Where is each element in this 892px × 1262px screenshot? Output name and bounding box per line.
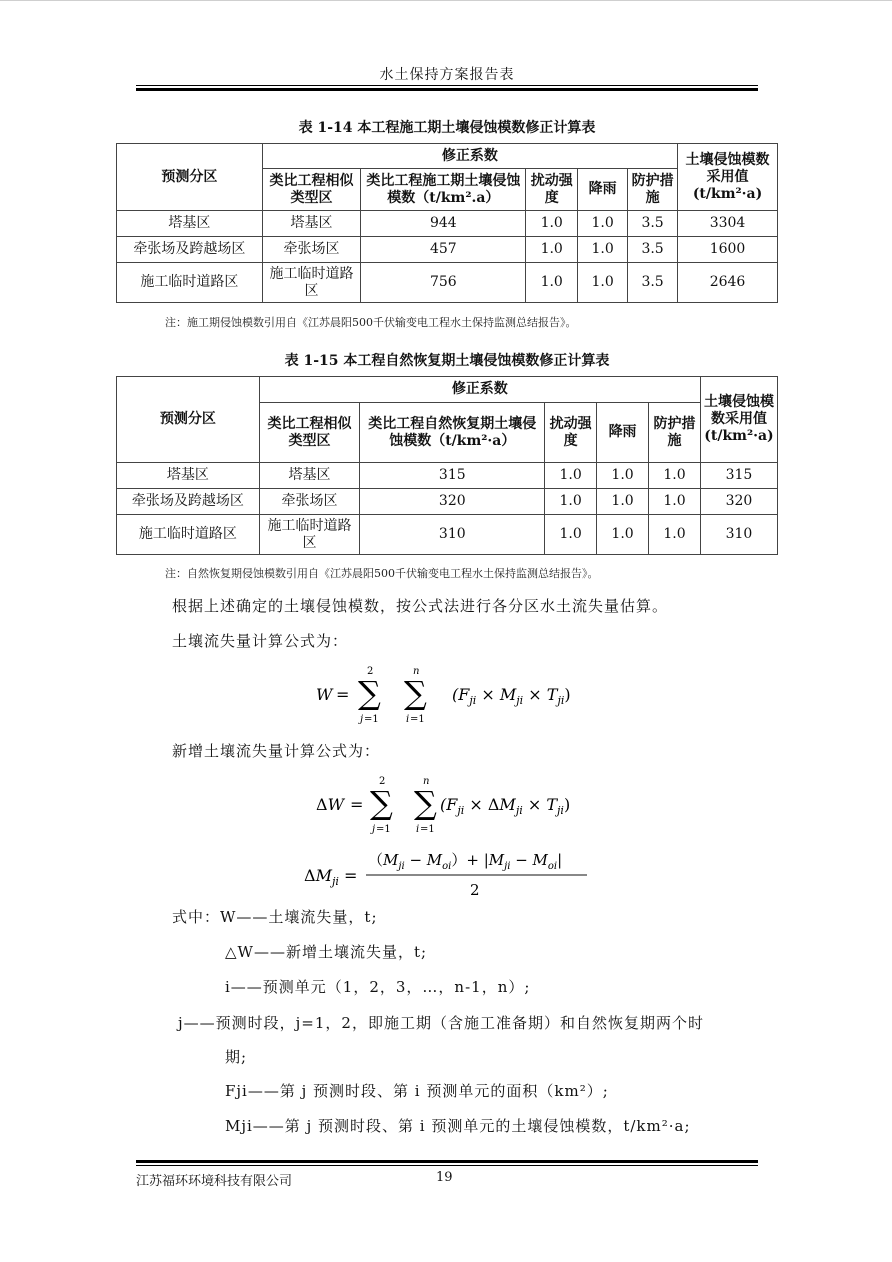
footer-rule-thick bbox=[136, 1160, 758, 1163]
footer-rule-thin bbox=[136, 1165, 758, 1166]
cell-type: 施工临时道路区 bbox=[259, 515, 360, 555]
sub-type: 类比工程相似类型区 bbox=[259, 403, 360, 463]
col-zone: 预测分区 bbox=[117, 144, 263, 211]
table-1-15-caption: 表 1-15 本工程自然恢复期土壤侵蚀模数修正计算表 bbox=[284, 353, 610, 369]
sub-protect: 防护措施 bbox=[649, 403, 701, 463]
sub-protect: 防护措施 bbox=[628, 169, 678, 211]
cell-protect: 3.5 bbox=[628, 237, 678, 263]
col-result: 土壤侵蚀模数采用值(t/km²·a) bbox=[700, 377, 777, 463]
table-row bbox=[117, 489, 778, 515]
definition-f: Fji——第 j 预测时段、第 i 预测单元的面积（km²）; bbox=[225, 1082, 609, 1100]
definition-j: j——预测时段，j=1，2，即施工期（含施工准备期）和自然恢复期两个时 bbox=[178, 1014, 704, 1032]
sub-type: 类比工程相似类型区 bbox=[262, 169, 361, 211]
cell-disturb: 1.0 bbox=[526, 237, 578, 263]
cell-rain: 1.0 bbox=[578, 263, 628, 303]
svg-text:i: i bbox=[416, 824, 420, 835]
cell-disturb: 1.0 bbox=[545, 463, 597, 489]
cell-protect: 1.0 bbox=[649, 515, 701, 555]
cell-modulus: 756 bbox=[361, 263, 526, 303]
definition-j-cont: 期; bbox=[225, 1048, 248, 1066]
svg-text:∑: ∑ bbox=[404, 674, 427, 712]
cell-modulus: 310 bbox=[360, 515, 545, 555]
paragraph-intro: 根据上述确定的土壤侵蚀模数，按公式法进行各分区水土流失量估算。 bbox=[172, 597, 669, 615]
col-zone: 预测分区 bbox=[117, 377, 260, 463]
svg-text:∑: ∑ bbox=[358, 674, 381, 712]
table-1-14-caption: 表 1-14 本工程施工期土壤侵蚀模数修正计算表 bbox=[298, 120, 596, 136]
cell-zone: 施工临时道路区 bbox=[117, 263, 263, 303]
definition-w: 式中：W——土壤流失量，t; bbox=[172, 908, 378, 926]
cell-rain: 1.0 bbox=[578, 211, 628, 237]
table-1-14-note: 注：施工期侵蚀模数引用自《江苏晨阳500千伏输变电工程水土保持监测总结报告》。 bbox=[165, 316, 577, 329]
table-1-15-note: 注：自然恢复期侵蚀模数引用自《江苏晨阳500千伏输变电工程水土保持监测总结报告》。 bbox=[165, 567, 599, 580]
svg-text:n: n bbox=[423, 776, 430, 787]
svg-text:j: j bbox=[372, 824, 376, 835]
header-rule-thick bbox=[136, 88, 758, 91]
svg-text:=1: =1 bbox=[376, 824, 391, 835]
cell-result: 320 bbox=[700, 489, 777, 515]
formula-delta-modulus bbox=[300, 845, 600, 905]
cell-rain: 1.0 bbox=[597, 489, 649, 515]
svg-text:ΔW: ΔW bbox=[316, 795, 345, 814]
cell-protect: 1.0 bbox=[649, 489, 701, 515]
cell-modulus: 457 bbox=[361, 237, 526, 263]
svg-text:ΔMji =: $\Delta M_{ji}$ = bbox=[304, 866, 358, 888]
page-number: 19 bbox=[436, 1170, 453, 1185]
svg-text:=1: =1 bbox=[410, 714, 425, 725]
table-row bbox=[117, 263, 778, 303]
sub-modulus: 类比工程自然恢复期土壤侵蚀模数（t/km²·a） bbox=[360, 403, 545, 463]
definition-m: Mji——第 j 预测时段、第 i 预测单元的土壤侵蚀模数，t/km²·a; bbox=[225, 1117, 691, 1135]
svg-text:2: 2 bbox=[367, 666, 374, 677]
cell-disturb: 1.0 bbox=[526, 263, 578, 303]
svg-text:W: W bbox=[316, 685, 333, 704]
footer-company: 江苏福环环境科技有限公司 bbox=[136, 1174, 293, 1189]
cell-result: 315 bbox=[700, 463, 777, 489]
header-rule-thin bbox=[136, 85, 758, 86]
sub-disturb: 扰动强度 bbox=[545, 403, 597, 463]
col-coef: 修正系数 bbox=[262, 144, 677, 169]
svg-text:n: n bbox=[413, 666, 420, 677]
cell-disturb: 1.0 bbox=[526, 211, 578, 237]
svg-text:（Mji − Moi）+ |Mji − Moi|: $(M_{ji} - M_{oi})+ |M_{ji} - M_{oi}|$ bbox=[368, 851, 563, 872]
cell-type: 塔基区 bbox=[259, 463, 360, 489]
cell-protect: 1.0 bbox=[649, 463, 701, 489]
sub-disturb: 扰动强度 bbox=[526, 169, 578, 211]
svg-text:i: i bbox=[406, 714, 410, 725]
formula-new-soil-loss bbox=[300, 770, 600, 840]
sub-modulus: 类比工程施工期土壤侵蚀模数（t/km².a） bbox=[361, 169, 526, 211]
sub-rain: 降雨 bbox=[578, 169, 628, 211]
svg-text:2: 2 bbox=[379, 776, 386, 787]
svg-text:=1: =1 bbox=[420, 824, 435, 835]
sub-rain: 降雨 bbox=[597, 403, 649, 463]
cell-modulus: 320 bbox=[360, 489, 545, 515]
cell-result: 1600 bbox=[678, 237, 778, 263]
svg-text:=: = bbox=[350, 795, 364, 814]
table-row bbox=[117, 463, 778, 489]
cell-rain: 1.0 bbox=[597, 515, 649, 555]
table-row bbox=[117, 515, 778, 555]
cell-disturb: 1.0 bbox=[545, 489, 597, 515]
cell-type: 牵张场区 bbox=[262, 237, 361, 263]
cell-zone: 施工临时道路区 bbox=[117, 515, 260, 555]
svg-text:∑: ∑ bbox=[370, 784, 393, 822]
definition-delta-w: △W——新增土壤流失量，t; bbox=[225, 943, 428, 961]
cell-modulus: 315 bbox=[360, 463, 545, 489]
cell-type: 施工临时道路区 bbox=[262, 263, 361, 303]
table-row bbox=[117, 211, 778, 237]
cell-result: 2646 bbox=[678, 263, 778, 303]
cell-protect: 3.5 bbox=[628, 263, 678, 303]
table-1-15 bbox=[116, 376, 778, 555]
cell-result: 3304 bbox=[678, 211, 778, 237]
svg-text:(Fji × Mji × Tji): $(F_{ji} \times M_{ji} \times T_{ji})$ bbox=[452, 685, 571, 707]
svg-text:∑: ∑ bbox=[414, 784, 437, 822]
cell-type: 塔基区 bbox=[262, 211, 361, 237]
paragraph-new-formula-label: 新增土壤流失量计算公式为： bbox=[172, 742, 381, 760]
cell-modulus: 944 bbox=[361, 211, 526, 237]
definition-i: i——预测单元（1，2，3，…，n-1，n）; bbox=[225, 978, 531, 996]
cell-rain: 1.0 bbox=[597, 463, 649, 489]
paragraph-formula-label: 土壤流失量计算公式为： bbox=[172, 632, 349, 650]
header-title: 水土保持方案报告表 bbox=[379, 67, 515, 83]
cell-zone: 牵张场及跨越场区 bbox=[117, 237, 263, 263]
cell-protect: 3.5 bbox=[628, 211, 678, 237]
cell-type: 牵张场区 bbox=[259, 489, 360, 515]
svg-text:2: 2 bbox=[470, 881, 480, 899]
svg-text:j: j bbox=[360, 714, 364, 725]
cell-zone: 塔基区 bbox=[117, 211, 263, 237]
cell-disturb: 1.0 bbox=[545, 515, 597, 555]
svg-text:(Fji × ΔMji × Tji): $(F_{ji} \times \Delta M_{ji} \times T_{ji})$ bbox=[440, 795, 571, 817]
col-result: 土壤侵蚀模数采用值(t/km²·a) bbox=[678, 144, 778, 211]
cell-zone: 塔基区 bbox=[117, 463, 260, 489]
cell-result: 310 bbox=[700, 515, 777, 555]
svg-text:=1: =1 bbox=[364, 714, 379, 725]
page-top-edge bbox=[0, 0, 892, 1]
formula-soil-loss bbox=[300, 660, 600, 730]
svg-text:=: = bbox=[336, 685, 350, 704]
table-1-14 bbox=[116, 143, 778, 303]
cell-zone: 牵张场及跨越场区 bbox=[117, 489, 260, 515]
table-row bbox=[117, 237, 778, 263]
cell-rain: 1.0 bbox=[578, 237, 628, 263]
col-coef: 修正系数 bbox=[259, 377, 700, 403]
